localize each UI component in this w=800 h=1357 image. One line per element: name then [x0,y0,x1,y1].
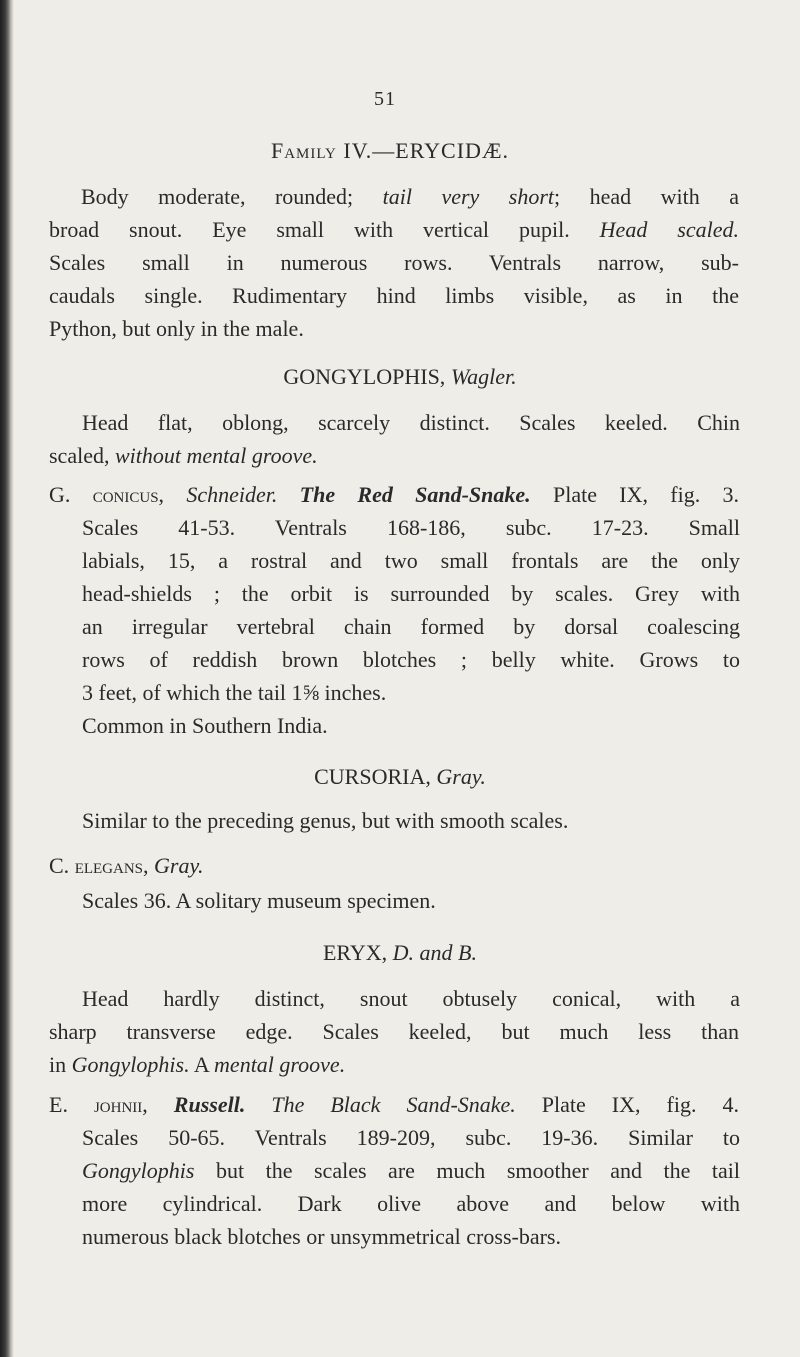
species2-line-2: Scales 36. A solitary museum specimen. [82,888,436,913]
species1-line-4: head-shields ; the orbit is surrounded by scales. Grey with [82,581,740,606]
text: scaled, [49,443,115,468]
genus-author: Gray. [436,764,486,789]
species-author: Russell. [147,1092,246,1117]
page-number: 51 [374,88,396,110]
genus-name: CURSORIA, [314,764,437,789]
species1-line-8: Common in Southern India. [82,713,328,738]
text: broad snout. Eye small with vertical pupil. [49,217,600,242]
text: ; head with a [554,184,739,209]
species-epithet: johnii, [93,1092,148,1117]
genus1-desc-line-1: Head flat, oblong, scarcely distinct. Scales keeled. Chin [82,410,740,435]
text-italic: Gongylophis [82,1158,195,1183]
genus-author: D. and B. [392,940,477,965]
family-desc-line-2 [49,219,739,241]
species3-line-5: numerous black blotches or unsymmetrical cross-bars. [82,1224,561,1249]
genus-abbr: C. [49,853,75,878]
text-italic: mental groove. [214,1052,346,1077]
text-italic: without mental groove. [114,443,318,468]
genus-heading-cursoria [0,764,800,790]
plate-reference: Plate IX, fig. 4. [515,1092,739,1117]
family-heading [0,138,780,164]
text-italic: Head scaled. [599,217,739,242]
text-italic: Gongylophis. [71,1052,190,1077]
species-epithet: elegans, [74,853,149,878]
family-desc-line-4: caudals single. Rudimentary hind limbs visible, as in the [49,283,739,308]
genus-author: Wagler. [450,364,517,389]
genus3-desc-line-3 [49,1054,345,1076]
genus-abbr: E. [49,1092,94,1117]
species3-line-4: more cylindrical. Dark olive above and below with [82,1191,740,1216]
species1-line-1 [49,484,739,506]
family-desc-line-1 [81,186,739,208]
species1-line-2: Scales 41-53. Ventrals 168-186, subc. 17-23. Small [82,515,740,540]
species3-line-3 [82,1160,740,1182]
species1-line-5: an irregular vertebral chain formed by dorsal coalescing [82,614,740,639]
species3-line-2: Scales 50-65. Ventrals 189-209, subc. 19-36. Similar to [82,1125,740,1150]
genus3-desc-line-2: sharp transverse edge. Scales keeled, but much less than [49,1019,739,1044]
species1-line-6: rows of reddish brown blotches ; belly white. Grows to [82,647,740,672]
text: Body moderate, rounded; [81,184,383,209]
species3-line-1 [49,1094,739,1116]
genus3-desc-line-1: Head hardly distinct, snout obtusely conical, with a [82,986,740,1011]
family-name: IV.—ERYCIDÆ. [336,138,510,163]
species1-line-3: labials, 15, a rostral and two small frontals are the only [82,548,740,573]
genus1-desc-line-2 [49,445,318,467]
plate-reference: Plate IX, fig. 3. [530,482,739,507]
genus-heading-gongylophis [0,364,800,390]
genus-heading-eryx [0,940,800,966]
text: but the scales are much smoother and the tail [194,1158,740,1183]
family-prefix: Family [270,138,337,163]
genus-name: ERYX, [322,940,393,965]
genus2-desc-line-1: Similar to the preceding genus, but with smooth scales. [82,808,569,833]
species1-line-7: 3 feet, of which the tail 1⅝ inches. [82,680,387,705]
text-italic: tail very short [382,184,555,209]
genus-abbr: G. [49,482,93,507]
family-desc-line-3: Scales small in numerous rows. Ventrals narrow, sub- [49,250,739,275]
species-author: Gray. [148,853,204,878]
species-epithet: conicus, [92,482,165,507]
genus-name: GONGYLOPHIS, [283,364,451,389]
text: in [49,1052,72,1077]
common-name: The Red Sand-Snake. [277,482,531,507]
family-desc-line-5: Python, but only in the male. [49,316,304,341]
species2-line-1 [49,855,204,877]
text: A [189,1052,215,1077]
species-author: Schneider. [164,482,278,507]
common-name: The Black Sand-Snake. [245,1092,516,1117]
